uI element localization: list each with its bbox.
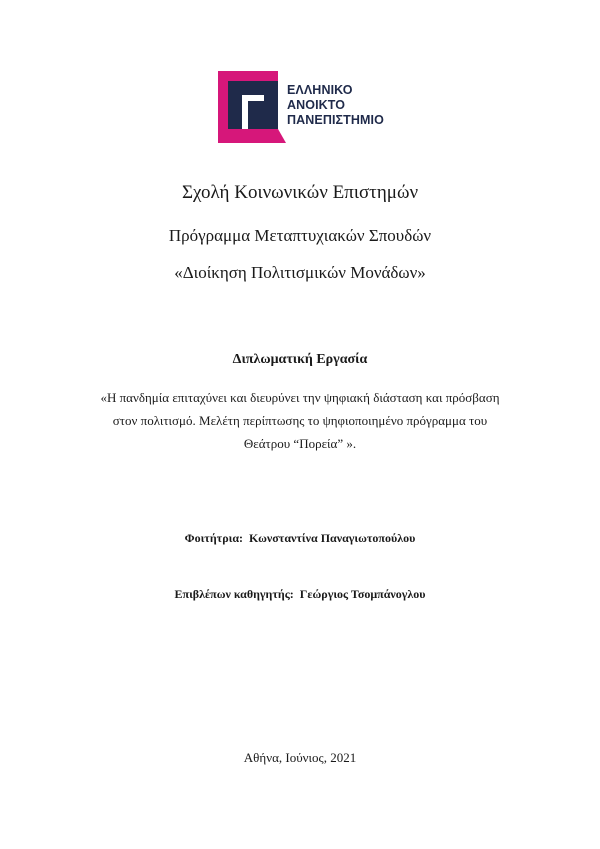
thesis-title-line-3: Θεάτρου “Πορεία” ». [243,436,357,451]
logo-text [287,83,384,128]
logo-line-3: ΠΑΝΕΠΙΣΤΗΜΙΟ [287,113,384,127]
supervisor-label: Επιβλέπων καθηγητής: [174,587,294,601]
thesis-title-line-1: «Η πανδημία επιταχύνει και διευρύνει την ψηφιακή διάσταση και πρόσβαση [100,390,500,405]
logo-line-1: ΕΛΛΗΝΙΚΟ [287,83,353,97]
thesis-title [90,386,510,455]
program-name: Πρόγραμμα Μεταπτυχιακών Σπουδών [168,226,432,245]
place-date: Αθήνα, Ιούνιος, 2021 [243,750,357,765]
student-label: Φοιτήτρια: [184,531,244,545]
student-row [0,531,600,546]
logo-mark-icon [218,71,286,143]
school-name: Σχολή Κοινωνικών Επιστημών [181,182,419,203]
thesis-title-line-2: στον πολιτισμό. Μελέτη περίπτωσης το ψηφιοποιημένο πρόγραμμα του [112,413,488,428]
university-logo [218,71,418,143]
logo-line-2: ΑΝΟΙΚΤΟ [287,98,346,112]
thesis-label: Διπλωματική Εργασία [232,352,368,367]
supervisor-name: Γεώργιος Τσομπάνογλου [299,587,426,601]
program-title: «Διοίκηση Πολιτισμικών Μονάδων» [174,263,426,282]
student-name: Κωνσταντίνα Παναγιωτοπούλου [249,531,416,545]
supervisor-row [0,587,600,602]
